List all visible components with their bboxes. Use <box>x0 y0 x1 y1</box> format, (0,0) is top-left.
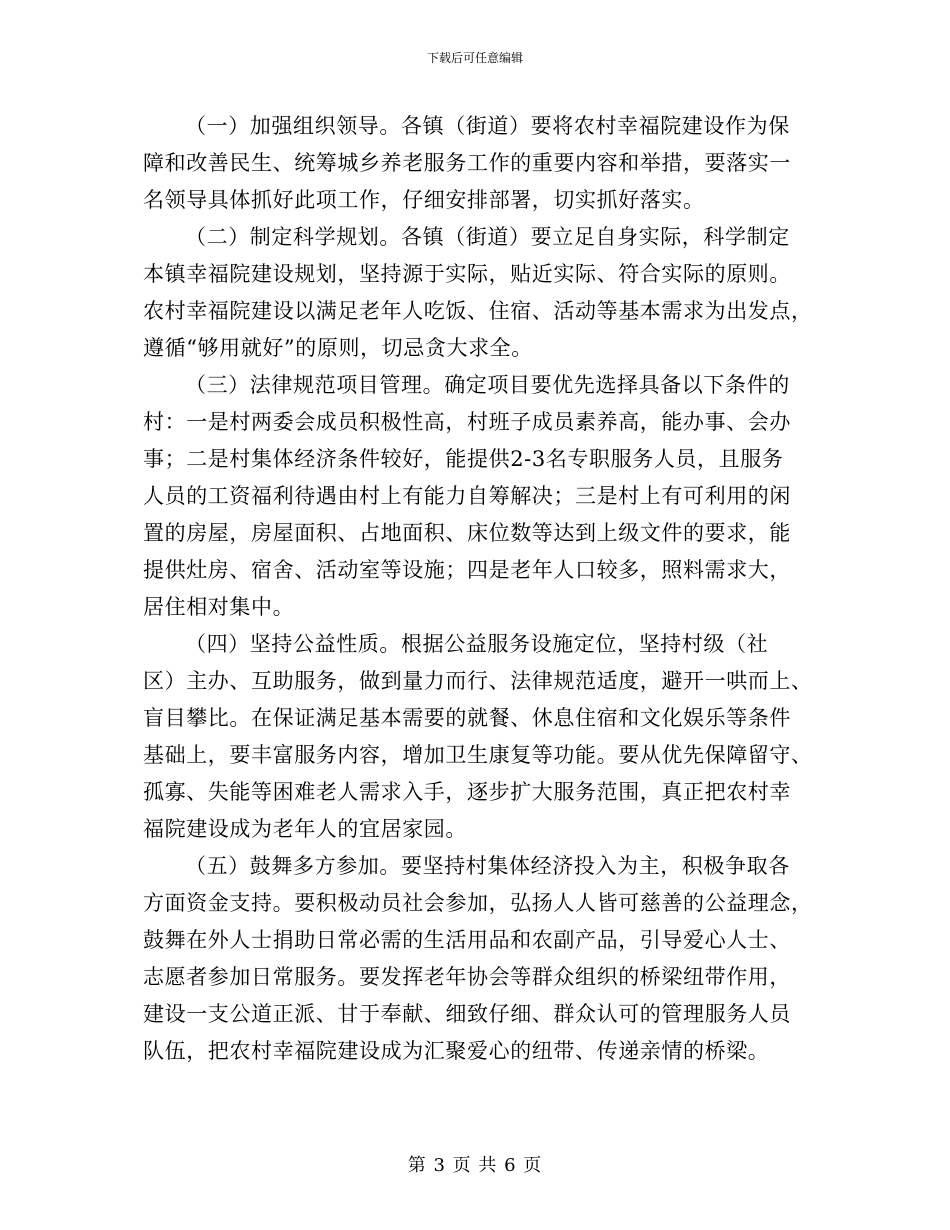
paragraph-line: 本镇幸福院建设规划，坚持源于实际，贴近实际、符合实际的原则。 <box>143 262 791 286</box>
paragraph-1 <box>143 108 809 219</box>
document-body <box>143 108 813 1070</box>
paragraph-line: 名领导具体抓好此项工作，仔细安排部署，切实抓好落实。 <box>143 188 705 212</box>
paragraph-line: （二）制定科学规划。各镇（街道）要立足自身实际，科学制定 <box>185 225 790 249</box>
paragraph-2 <box>143 219 813 367</box>
paragraph-line: 区）主办、互助服务，做到量力而行、法律规范适度，避开一哄而上、 <box>143 669 813 693</box>
paragraph-line: 居住相对集中。 <box>143 595 295 619</box>
paragraph-line: 基础上，要丰富服务内容，增加卫生康复等功能。要从优先保障留守、 <box>143 743 813 767</box>
paragraph-4 <box>143 626 813 848</box>
page-number: 第 3 页 共 6 页 <box>407 1155 543 1176</box>
paragraph-3 <box>143 367 809 626</box>
paragraph-line: 鼓舞在外人士捐助日常必需的生活用品和农副产品，引导爱心人士、 <box>143 928 791 952</box>
paragraph-line: 事；二是村集体经济条件较好，能提供2-3名专职服务人员，且服务 <box>143 447 784 471</box>
paragraph-line: 农村幸福院建设以满足老年人吃饭、住宿、活动等基本需求为出发点， <box>143 299 813 323</box>
paragraph-line: 人员的工资福利待遇由村上有能力自筹解决；三是村上有可利用的闲 <box>143 484 791 508</box>
paragraph-line: （四）坚持公益性质。根据公益服务设施定位，坚持村级（社 <box>185 632 769 656</box>
paragraph-line: 障和改善民生、统筹城乡养老服务工作的重要内容和举措，要落实一 <box>143 151 791 175</box>
paragraph-line: 队伍，把农村幸福院建设成为汇聚爱心的纽带、传递亲情的桥梁。 <box>143 1039 770 1063</box>
page-header: 下载后可任意编辑 <box>426 51 523 65</box>
paragraph-line: 孤寡、失能等困难老人需求入手，逐步扩大服务范围，真正把农村幸 <box>143 780 791 804</box>
paragraph-line: 提供灶房、宿舍、活动室等设施；四是老年人口较多，照料需求大， <box>143 558 791 582</box>
paragraph-line: 建设一支公道正派、甘于奉献、细致仔细、群众认可的管理服务人员 <box>143 1002 791 1026</box>
paragraph-line: 盲目攀比。在保证满足基本需要的就餐、休息住宿和文化娱乐等条件 <box>143 706 791 730</box>
paragraph-line: 福院建设成为老年人的宜居家园。 <box>143 817 467 841</box>
paragraph-line: （三）法律规范项目管理。确定项目要优先选择具备以下条件的 <box>185 373 790 397</box>
paragraph-line: 志愿者参加日常服务。要发挥老年协会等群众组织的桥梁纽带作用， <box>143 965 791 989</box>
paragraph-line: 方面资金支持。要积极动员社会参加，弘扬人人皆可慈善的公益理念， <box>143 891 813 915</box>
paragraph-line: 村：一是村两委会成员积极性高，村班子成员素养高，能办事、会办 <box>143 410 791 434</box>
paragraph-line: （一）加强组织领导。各镇（街道）要将农村幸福院建设作为保 <box>185 114 790 138</box>
paragraph-line: 置的房屋，房屋面积、占地面积、床位数等达到上级文件的要求，能 <box>143 521 791 545</box>
paragraph-line: （五）鼓舞多方参加。要坚持村集体经济投入为主，积极争取各 <box>185 854 790 878</box>
paragraph-5 <box>143 848 813 1070</box>
paragraph-line: 遵循“够用就好”的原则，切忌贪大求全。 <box>143 336 533 360</box>
